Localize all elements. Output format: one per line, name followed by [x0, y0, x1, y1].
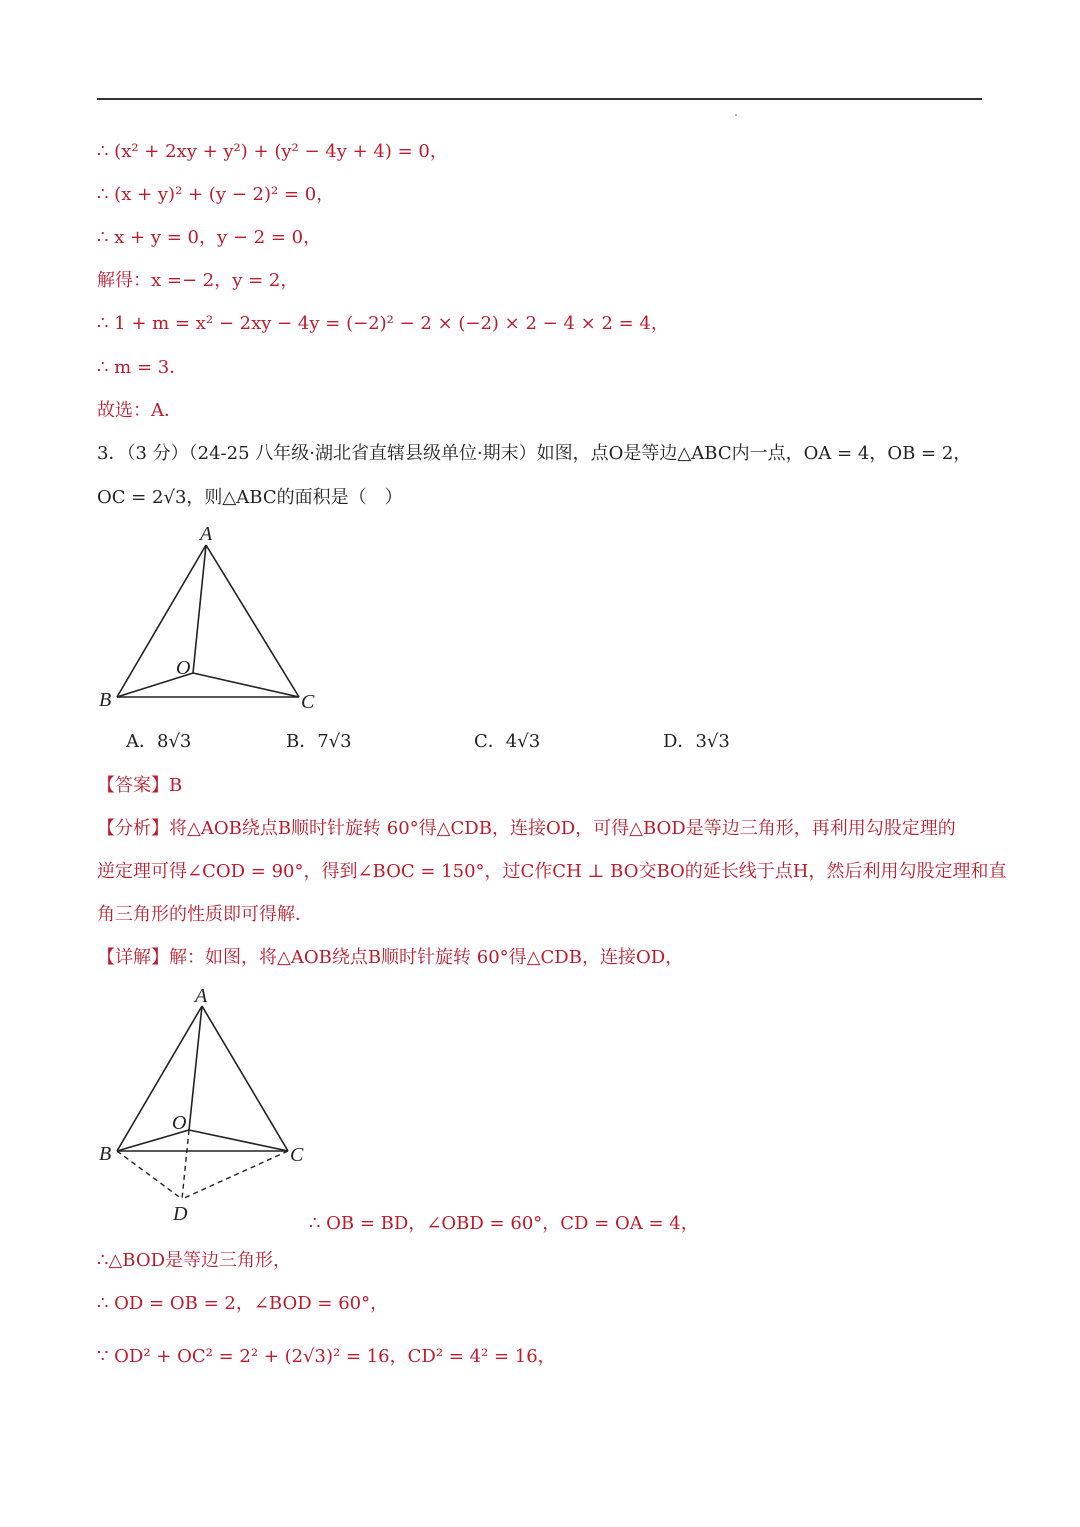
- segment-ac: [202, 1006, 288, 1151]
- question-line-2: OC = 2√3，则△ABC的面积是（ ）: [97, 487, 403, 508]
- question-line-1: 3．（3 分）（24-25 八年级·湖北省直辖县级单位·期末）如图，点O是等边△ABC内一点，OA = 4，OB = 2，: [97, 443, 972, 464]
- label-c: C: [301, 691, 315, 713]
- option-a[interactable]: [126, 730, 191, 754]
- analysis-line-1: [97, 817, 956, 841]
- header-rule: [97, 98, 982, 100]
- option-b-value: 7√3: [317, 731, 352, 752]
- option-c-letter: C．: [474, 731, 506, 752]
- label-o: O: [172, 1112, 187, 1134]
- option-a-value: 8√3: [157, 731, 192, 752]
- solution2-line-3: ∴ OD = OB = 2，∠BOD = 60°，: [97, 1293, 389, 1314]
- solution-line-3: ∴ x + y = 0，y − 2 = 0，: [97, 227, 322, 248]
- detail-tag: 【详解】: [97, 947, 169, 968]
- segment-bd: [117, 1151, 182, 1199]
- segment-ab: [117, 545, 206, 697]
- analysis-line-3: 角三角形的性质即可得解．: [97, 904, 313, 925]
- option-d-value: 3√3: [695, 731, 730, 752]
- option-c-value: 4√3: [505, 731, 541, 752]
- solution-line-2: ∴ (x + y)² + (y − 2)² = 0，: [97, 184, 335, 205]
- option-c[interactable]: [474, 730, 540, 754]
- answer-tag: 【答案】: [97, 775, 169, 796]
- solution-line-7: 故选：A．: [97, 400, 182, 421]
- segment-oc: [193, 673, 299, 697]
- label-d: D: [173, 1203, 188, 1225]
- solution-line-5: ∴ 1 + m = x² − 2xy − 4y = (−2)² − 2 × (−2) × 2 − 4 × 2 = 4，: [97, 313, 669, 334]
- solution-line-6: ∴ m = 3．: [97, 357, 188, 378]
- label-b: B: [99, 689, 112, 711]
- label-a: A: [195, 985, 208, 1007]
- label-a: A: [200, 523, 213, 545]
- option-d[interactable]: [663, 730, 730, 754]
- analysis-tag: 【分析】: [97, 818, 169, 839]
- solution2-line-4: ∵ OD² + OC² = 2² + (2√3)² = 16，CD² = 4² = 16，: [97, 1346, 556, 1367]
- label-c: C: [290, 1144, 304, 1166]
- answer-line: [97, 774, 182, 798]
- label-b: B: [99, 1143, 112, 1165]
- detail-intro: 解：如图，将△AOB绕点B顺时针旋转 60°得△CDB，连接OD，: [169, 947, 684, 968]
- segment-od: [182, 1130, 189, 1199]
- option-b-letter: B．: [286, 731, 318, 752]
- segment-ac: [206, 545, 299, 697]
- option-d-letter: D．: [663, 731, 696, 752]
- option-a-letter: A．: [126, 731, 157, 752]
- solution2-line-1: ∴ OB = BD，∠OBD = 60°，CD = OA = 4，: [309, 1213, 699, 1234]
- figure-triangle-abc: [90, 515, 330, 715]
- option-b[interactable]: [286, 730, 352, 754]
- answer-value: B: [169, 775, 183, 796]
- solution2-line-2: ∴△BOD是等边三角形，: [97, 1250, 292, 1271]
- figure-rotated-triangle: [90, 980, 330, 1225]
- label-o: O: [176, 657, 191, 679]
- segment-cd: [182, 1151, 288, 1199]
- analysis-line-2: 逆定理可得∠COD = 90°，得到∠BOC = 150°，过C作CH ⊥ BO交BO的延长线于点H，然后利用勾股定理和直: [97, 861, 1007, 882]
- solution-line-1: ∴ (x² + 2xy + y²) + (y² − 4y + 4) = 0，: [97, 141, 448, 162]
- speck: [735, 114, 737, 116]
- detail-line-1: [97, 946, 683, 970]
- solution-line-4: 解得：x =− 2，y = 2，: [97, 270, 299, 291]
- analysis-text-1: 将△AOB绕点B顺时针旋转 60°得△CDB，连接OD，可得△BOD是等边三角形，再利用勾股定理的: [169, 818, 956, 839]
- segment-oc: [189, 1130, 288, 1151]
